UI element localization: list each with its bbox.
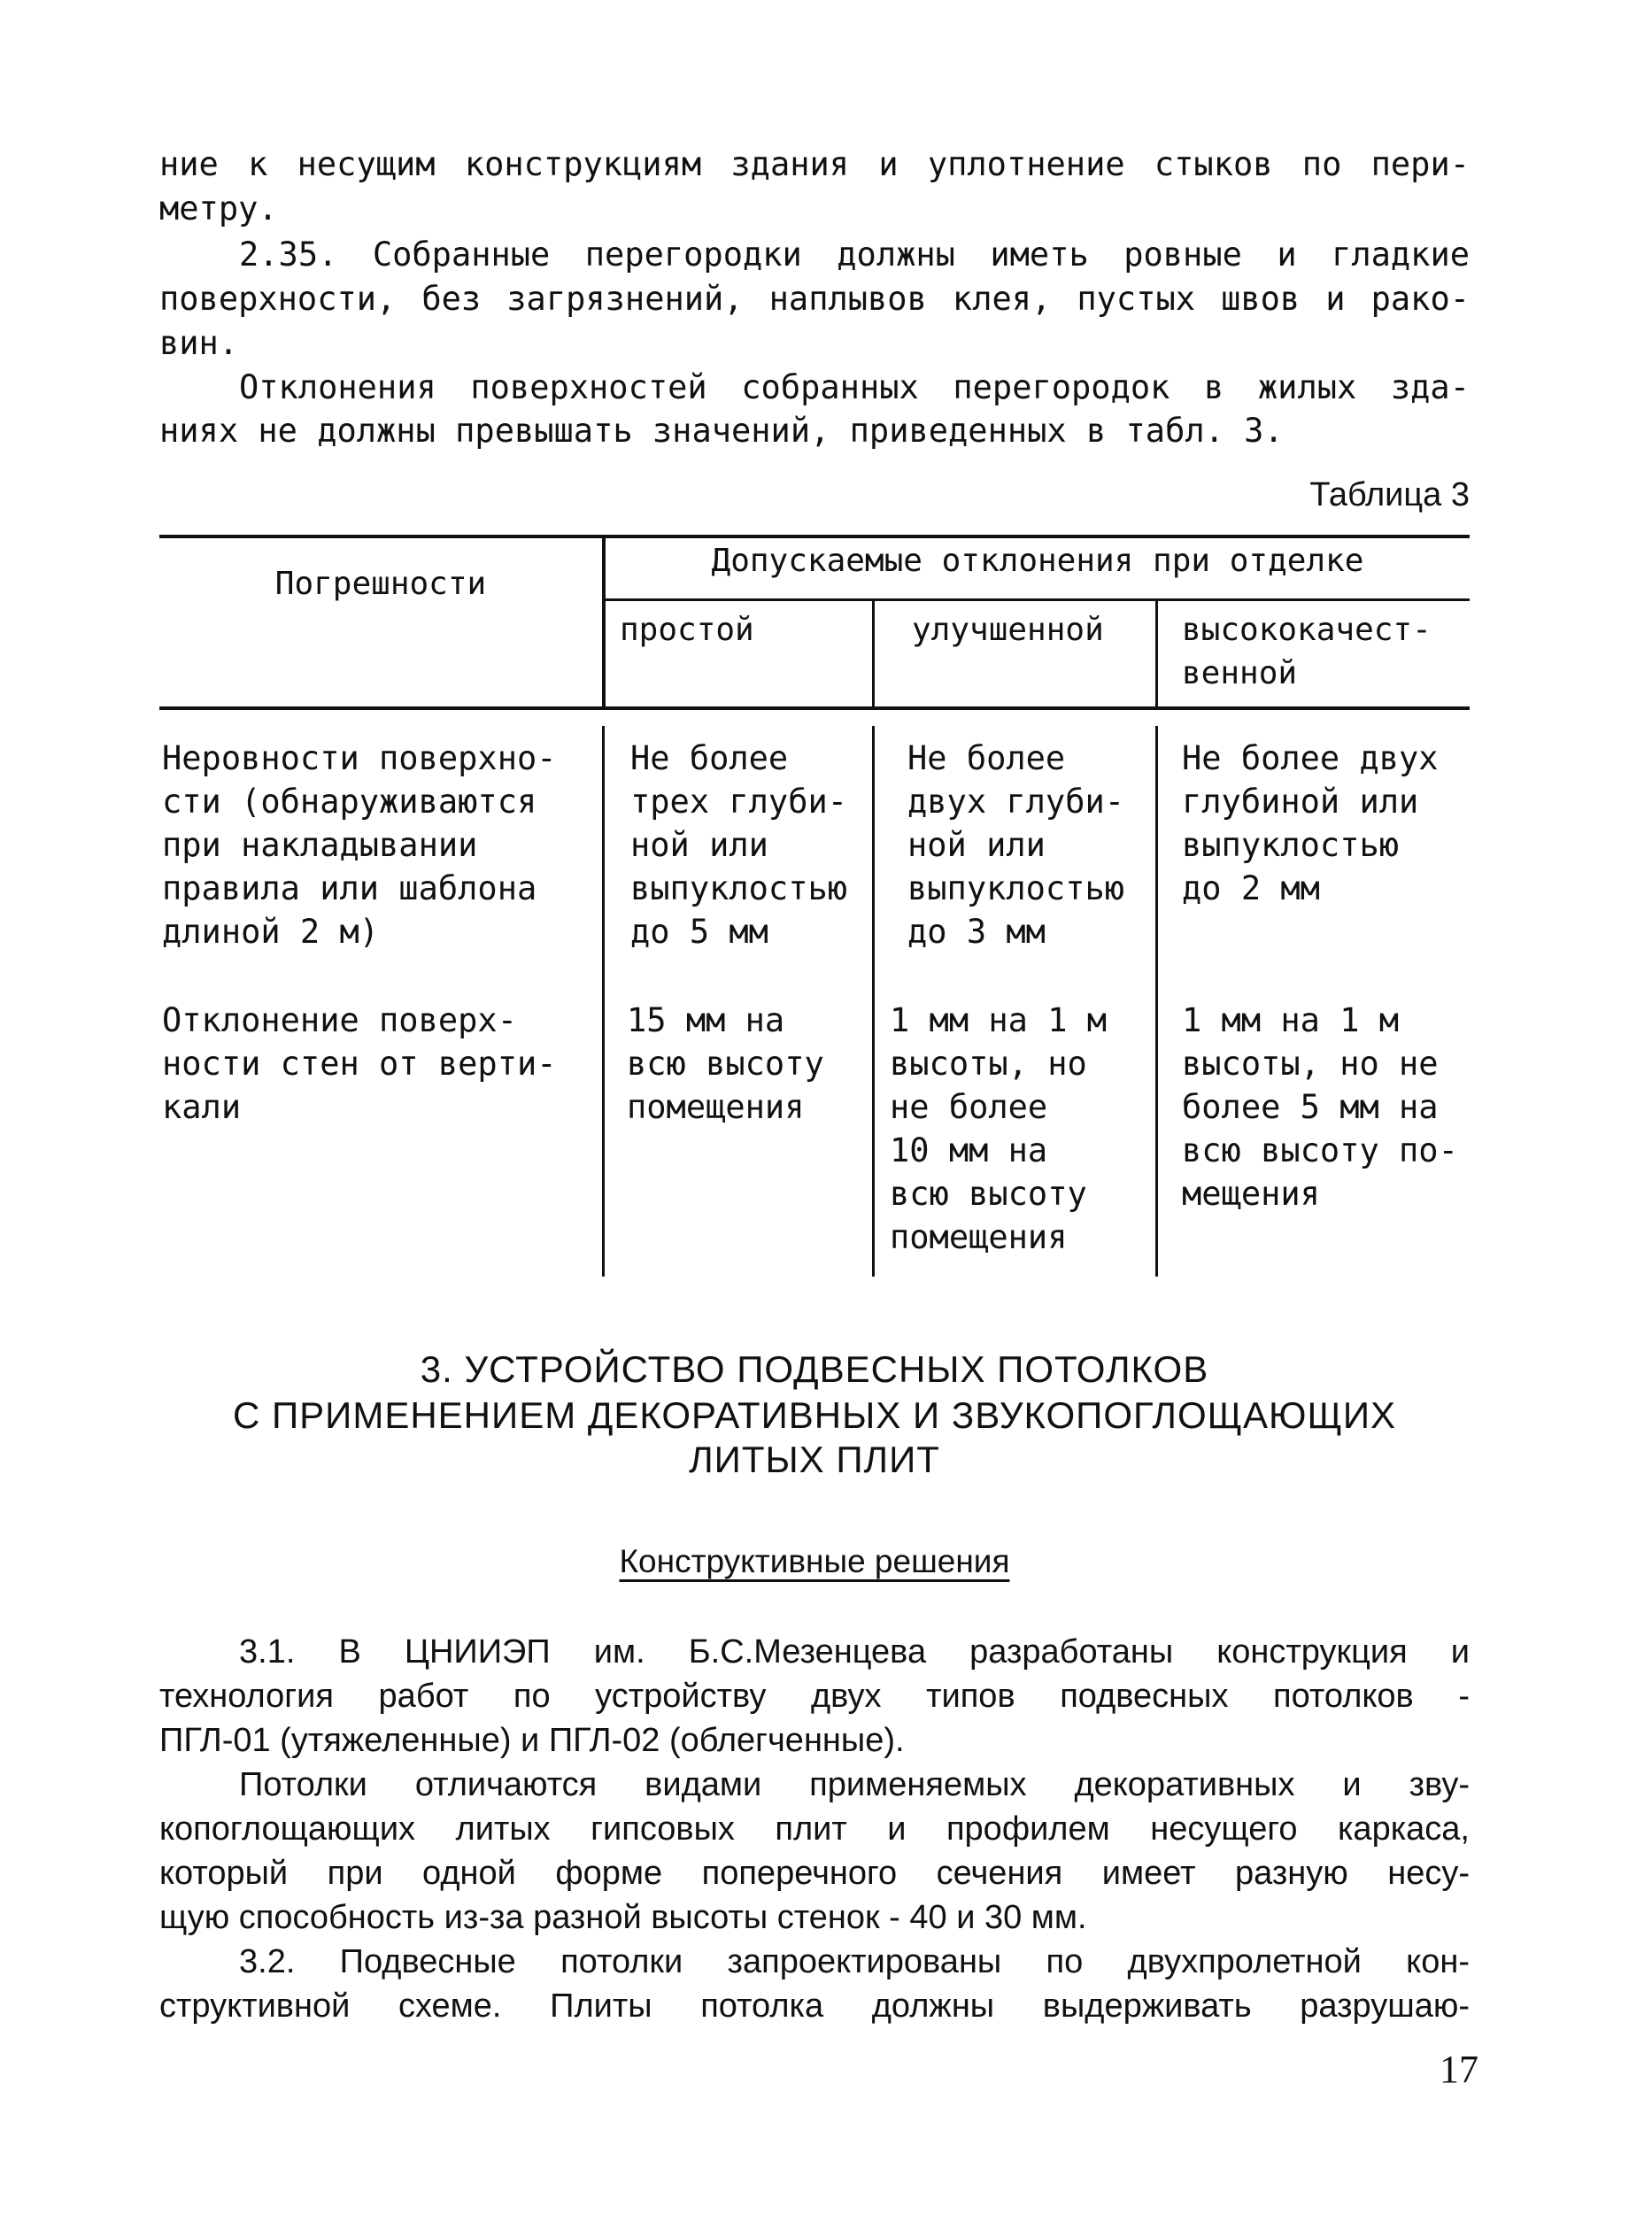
table-cell-error: длиной 2 м) [162,913,380,951]
table-cell-simple: всю высоту [627,1045,824,1083]
table-cell-improved: всю высоту [890,1175,1087,1213]
text-line: поверхности, без загрязнений, наплывов клея, пустых швов и рако- [159,280,1470,318]
table-vertical-rule [872,726,875,1277]
table-cell-improved: 10 мм на [890,1131,1048,1169]
text-line: 3.1. В ЦНИИЭП им. Б.С.Мезенцева разработаны конструкция и [239,1633,1470,1671]
table-cell-simple: помещения [627,1088,805,1126]
table-cell-high: выпуклостью [1182,826,1400,864]
table-vertical-rule [602,726,605,1277]
table-cell-high: всю высоту по- [1182,1131,1458,1169]
table-cell-high: Не более двух [1182,739,1439,777]
table-header-high: высококачест- [1182,612,1432,648]
table-cell-simple: трех глуби- [630,783,848,821]
table-vertical-rule [1155,600,1158,708]
text-line: вин. [159,324,239,362]
table-header-errors: Погрешности [274,566,487,602]
table-cell-improved: 1 мм на 1 м [890,1001,1108,1039]
table-vertical-rule [1155,726,1158,1277]
table-cell-error: кали [162,1088,242,1126]
section-subtitle-text: Конструктивные решения [619,1543,1010,1579]
table-header-split-rule [602,598,1470,601]
table-cell-simple: до 5 мм [630,913,768,951]
table-top-rule [159,535,1470,538]
text-line: который при одной форме поперечного сечения имеет разную несу- [159,1855,1470,1892]
table-header-group: Допускаемые отклонения при отделке [711,543,1364,579]
table-cell-improved: выпуклостью [907,869,1125,907]
text-line: структивной схеме. Плиты потолка должны выдерживать разрушаю- [159,1987,1470,2025]
table-cell-improved: Не более [907,739,1066,777]
text-line: 3.2. Подвесные потолки запроектированы по двухпролетной кон- [239,1943,1470,1980]
section-title: ЛИТЫХ ПЛИТ [689,1439,940,1480]
table-cell-high: до 2 мм [1182,869,1320,907]
table-cell-improved: высоты, но [890,1045,1087,1083]
text-line: 2.35. Собранные перегородки должны иметь ровные и гладкие [239,235,1470,274]
text-line: щую способность из-за разной высоты стенок - 40 и 30 мм. [159,1899,1087,1936]
text-line: ниях не должны превышать значений, приведенных в табл. 3. [159,412,1284,450]
text-line: ние к несущим конструкциям здания и уплотнение стыков по пери- [159,145,1470,183]
table-cell-high: мещения [1182,1175,1320,1213]
table-header-high: венной [1182,655,1298,691]
text-line: метру. [159,189,278,228]
table-cell-high: 1 мм на 1 м [1182,1001,1400,1039]
table-cell-error: при накладывании [162,826,478,864]
table-cell-improved: двух глуби- [907,783,1125,821]
table-cell-simple: Не более [630,739,789,777]
table-cell-improved: помещения [890,1218,1068,1256]
table-cell-error: ности стен от верти- [162,1045,557,1083]
table-vertical-rule [872,600,875,708]
table-cell-improved: ной или [907,826,1046,864]
table-cell-improved: не более [890,1088,1048,1126]
table-cell-simple: 15 мм на [627,1001,785,1039]
page-number: 17 [1440,2048,1478,2091]
text-line: технология работ по устройству двух типов подвесных потолков - [159,1678,1470,1715]
table-cell-error: сти (обнаруживаются [162,783,537,821]
table-cell-high: высоты, но не [1182,1045,1439,1083]
section-title: 3. УСТРОЙСТВО ПОДВЕСНЫХ ПОТОЛКОВ [420,1348,1209,1390]
table-cell-high: глубиной или [1182,783,1419,821]
table-cell-simple: ной или [630,826,768,864]
section-title: С ПРИМЕНЕНИЕМ ДЕКОРАТИВНЫХ И ЗВУКОПОГЛОЩАЮЩИХ [232,1394,1397,1436]
table-cell-high: более 5 мм на [1182,1088,1439,1126]
table-header-simple: простой [620,612,754,648]
table-caption: Таблица 3 [1309,476,1470,513]
table-cell-improved: до 3 мм [907,913,1046,951]
table-header-improved: улучшенной [912,612,1104,648]
text-line: ПГЛ-01 (утяжеленные) и ПГЛ-02 (облегченные). [159,1722,905,1759]
table-cell-error: Отклонение поверх- [162,1001,517,1039]
table-cell-error: Неровности поверхно- [162,739,557,777]
text-line: Потолки отличаются видами применяемых декоративных и зву- [239,1766,1470,1803]
text-line: Отклонения поверхностей собранных перегородок в жилых зда- [239,368,1470,406]
table-cell-simple: выпуклостью [630,869,848,907]
table-cell-error: правила или шаблона [162,869,537,907]
section-subtitle [159,1540,1470,1583]
text-line: копоглощающих литых гипсовых плит и профилем несущего каркаса, [159,1810,1470,1848]
table-header-bottom-rule [159,706,1470,710]
